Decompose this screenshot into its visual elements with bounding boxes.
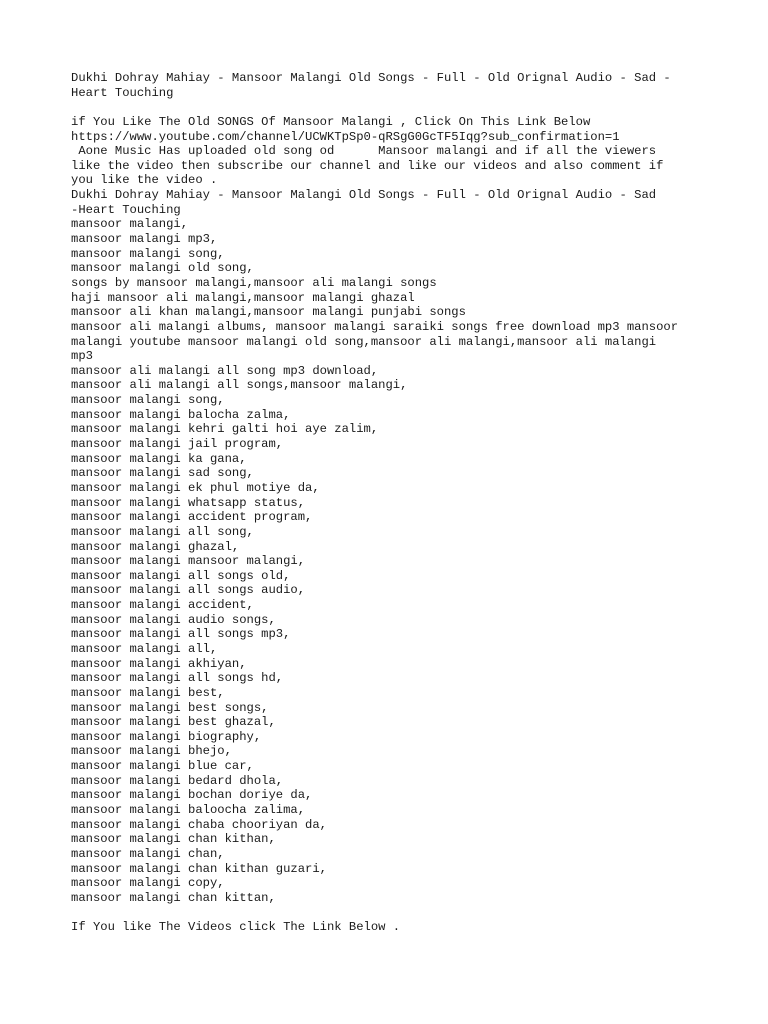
keyword-line: mansoor malangi all songs hd,	[71, 671, 284, 686]
keyword-line: mansoor malangi all songs mp3,	[71, 627, 291, 642]
document-page	[71, 71, 711, 935]
intro-line: Aone Music Has uploaded old song od Mansoor malangi and if all the viewers	[71, 144, 657, 159]
title-line: Dukhi Dohray Mahiay - Mansoor Malangi Old Songs - Full - Old Orignal Audio - Sad -	[71, 71, 671, 85]
keyword-line: mansoor malangi chan kithan,	[71, 832, 276, 847]
intro-line: -Heart Touching	[71, 202, 181, 217]
keyword-line: mansoor malangi accident,	[71, 598, 254, 613]
intro-line: you like the video .	[71, 173, 218, 188]
keyword-line: mansoor malangi ka gana,	[71, 451, 247, 466]
keyword-line: mansoor malangi,	[71, 217, 189, 232]
paragraph-gap	[71, 906, 711, 921]
keyword-line: mansoor ali malangi all song mp3 download,	[71, 363, 379, 378]
title-line: Heart Touching	[71, 85, 174, 100]
keyword-line: songs by mansoor malangi,mansoor ali malangi songs	[71, 275, 437, 290]
keyword-line: mansoor malangi bochan doriye da,	[71, 788, 313, 803]
paragraph-gap	[71, 100, 711, 115]
keyword-line: malangi youtube mansoor malangi old song,mansoor ali malangi,mansoor ali malangi	[71, 334, 657, 349]
keyword-line: mansoor malangi song,	[71, 246, 225, 261]
keyword-line: mansoor malangi audio songs,	[71, 612, 276, 627]
intro-paragraph	[71, 115, 711, 217]
intro-line: if You Like The Old SONGS Of Mansoor Malangi , Click On This Link Below	[71, 114, 591, 129]
keyword-line: mansoor ali khan malangi,mansoor malangi punjabi songs	[71, 305, 466, 320]
keyword-line: mansoor malangi best,	[71, 685, 225, 700]
intro-line: like the video then subscribe our channel and like our videos and also comment if	[71, 158, 664, 173]
document-title	[71, 71, 711, 100]
keyword-line: mansoor malangi chan,	[71, 846, 225, 861]
keyword-line: mansoor malangi jail program,	[71, 437, 284, 452]
keyword-line: mansoor malangi best ghazal,	[71, 715, 276, 730]
keyword-line: mansoor malangi copy,	[71, 876, 225, 891]
keyword-line: mansoor malangi old song,	[71, 261, 254, 276]
keyword-line: mansoor ali malangi all songs,mansoor malangi,	[71, 378, 408, 393]
keyword-line: mansoor malangi chaba chooriyan da,	[71, 817, 327, 832]
keyword-line: mansoor malangi song,	[71, 393, 225, 408]
keyword-line: mansoor malangi sad song,	[71, 466, 254, 481]
keyword-line: mansoor malangi bhejo,	[71, 744, 232, 759]
keyword-line: mansoor malangi ek phul motiye da,	[71, 480, 320, 495]
keyword-line: mansoor malangi ghazal,	[71, 539, 240, 554]
intro-line: https://www.youtube.com/channel/UCWKTpSp0-qRSgG0GcTF5Iqg?sub_confirmation=1	[71, 129, 620, 144]
keyword-line: mansoor malangi chan kithan guzari,	[71, 861, 327, 876]
keyword-line: mansoor malangi akhiyan,	[71, 656, 247, 671]
keyword-list	[71, 217, 711, 905]
keyword-line: haji mansoor ali malangi,mansoor malangi ghazal	[71, 290, 415, 305]
intro-line: Dukhi Dohray Mahiay - Mansoor Malangi Old Songs - Full - Old Orignal Audio - Sad	[71, 188, 657, 203]
keyword-line: mansoor malangi chan kittan,	[71, 890, 276, 905]
keyword-line: mansoor malangi mp3,	[71, 232, 218, 247]
keyword-line: mansoor malangi all songs audio,	[71, 583, 306, 598]
keyword-line: mansoor malangi best songs,	[71, 700, 269, 715]
keyword-line: mansoor ali malangi albums, mansoor malangi saraiki songs free download mp3 mansoor	[71, 319, 679, 334]
keyword-line: mansoor malangi biography,	[71, 729, 262, 744]
keyword-line: mansoor malangi all,	[71, 641, 218, 656]
keyword-line: mansoor malangi blue car,	[71, 759, 254, 774]
keyword-line: mansoor malangi baloocha zalima,	[71, 803, 306, 818]
keyword-line: mansoor malangi whatsapp status,	[71, 495, 306, 510]
keyword-line: mansoor malangi balocha zalma,	[71, 407, 291, 422]
keyword-line: mansoor malangi accident program,	[71, 510, 313, 525]
keyword-line: mansoor malangi all song,	[71, 524, 254, 539]
keyword-line: mansoor malangi mansoor malangi,	[71, 554, 306, 569]
keyword-line: mansoor malangi all songs old,	[71, 568, 291, 583]
keyword-line: mansoor malangi bedard dhola,	[71, 773, 284, 788]
keyword-line: mansoor malangi kehri galti hoi aye zalim,	[71, 422, 379, 437]
footer-text: If You like The Videos click The Link Below .	[71, 920, 401, 935]
keyword-line: mp3	[71, 349, 93, 364]
